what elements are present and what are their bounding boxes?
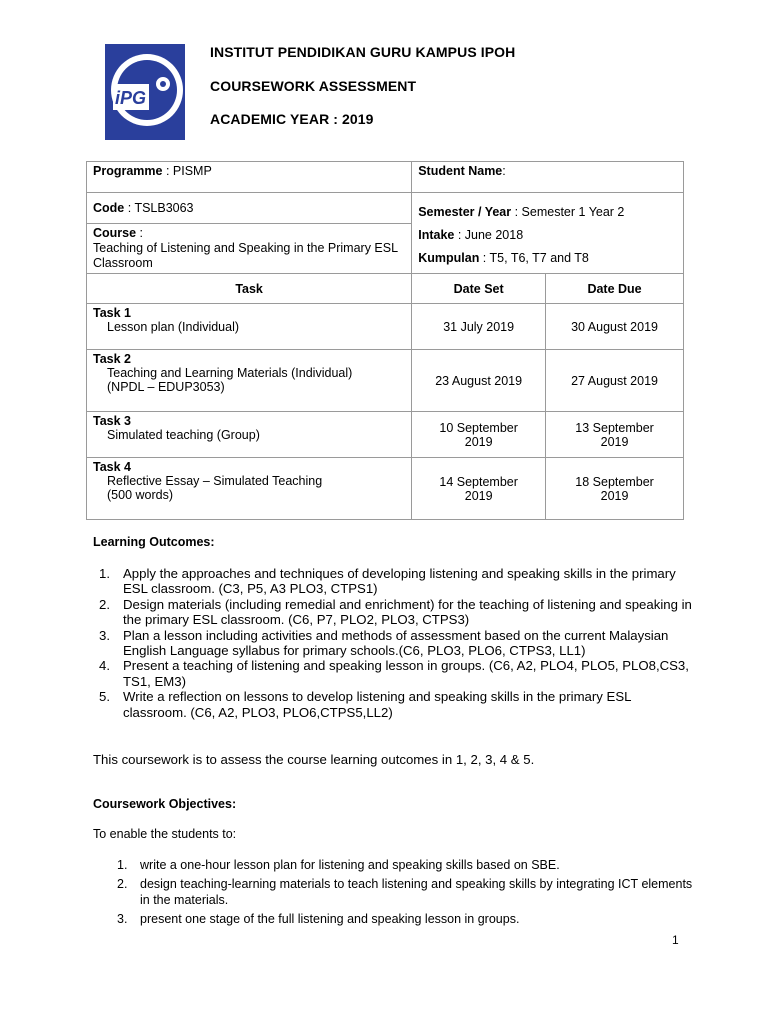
- outcome-text: Write a reflection on lessons to develop listening and speaking skills in the primary ESL classroom. (C6, A2, PLO3, PLO6,CTPS5,LL2): [123, 689, 631, 720]
- objectives-title: Coursework Objectives:: [93, 797, 237, 811]
- academic-year: ACADEMIC YEAR : 2019: [210, 111, 374, 127]
- task-date-set: 31 July 2019: [412, 304, 546, 350]
- outcomes-summary: This coursework is to assess the course learning outcomes in 1, 2, 3, 4 & 5.: [93, 752, 535, 767]
- objective-text: present one stage of the full listening and speaking lesson in groups.: [140, 911, 520, 926]
- semester-intake-cell: [412, 193, 684, 274]
- assessment-title: COURSEWORK ASSESSMENT: [210, 78, 417, 94]
- code-label: Code: [93, 201, 125, 215]
- intake-label: Intake: [418, 228, 455, 242]
- task-name: Task 1: [93, 306, 131, 320]
- task-desc-2: (500 words): [107, 488, 173, 502]
- course-colon: :: [136, 226, 144, 240]
- learning-outcomes-list: [93, 566, 693, 720]
- header-date-due: Date Due: [546, 274, 684, 304]
- logo-text: iPG: [115, 88, 147, 108]
- list-item: 3. Plan a lesson including activities and methods of assessment based on the current Malaysian English Language syllabus for primary schools.(C6, PLO3, PLO6, CTPS3, LL1): [99, 627, 669, 659]
- semester-label: Semester / Year: [418, 205, 512, 219]
- task-row: [87, 304, 684, 350]
- task-date-due: 13 September 2019: [546, 412, 684, 458]
- task-desc: Simulated teaching (Group): [107, 428, 260, 442]
- task-date-set: 14 September 2019: [412, 458, 546, 520]
- task-desc: Lesson plan (Individual): [107, 320, 240, 334]
- objectives-intro: To enable the students to:: [93, 827, 237, 841]
- task-date-due: 18 September 2019: [546, 458, 684, 520]
- list-item: 2. design teaching-learning materials to teach listening and speaking skills by integrating ICT elements in the materials.: [117, 876, 693, 907]
- list-item: 2. Design materials (including remedial and enrichment) for the teaching of listening and speaking in the primary ESL classroom. (C6, P7, PLO2, PLO3, CTPS3): [99, 596, 692, 628]
- list-item: 5. Write a reflection on lessons to develop listening and speaking skills in the primary ESL classroom. (C6, A2, PLO3, PLO6,CTPS5,LL2): [99, 689, 631, 720]
- course-label: Course: [93, 226, 137, 240]
- task-date-set: 10 September 2019: [412, 412, 546, 458]
- task-cell: [87, 458, 412, 520]
- outcome-text: Present a teaching of listening and speaking lesson in groups. (C6, A2, PLO4, PLO5, PLO8,CS3, TS1, EM3): [123, 658, 689, 689]
- task-cell: [87, 350, 412, 412]
- task-date-due: 27 August 2019: [546, 350, 684, 412]
- objectives-list: [93, 857, 693, 929]
- task-name: Task 4: [93, 460, 131, 474]
- list-item: 1. write a one-hour lesson plan for listening and speaking skills based on SBE.: [117, 858, 560, 872]
- programme-label: Programme: [93, 164, 163, 178]
- kumpulan-value: : T5, T6, T7 and T8: [479, 251, 589, 265]
- task-date-due: 30 August 2019: [546, 304, 684, 350]
- header-task: Task: [87, 274, 412, 304]
- institution-name: INSTITUT PENDIDIKAN GURU KAMPUS IPOH: [210, 44, 516, 60]
- task-name: Task 3: [93, 414, 131, 428]
- code-value: : TSLB3063: [124, 201, 194, 215]
- course-cell: [87, 224, 412, 274]
- ipg-logo: [105, 44, 185, 140]
- outcome-text: Plan a lesson including activities and methods of assessment based on the current Malaysian English Language syllabus for primary schools.(C6, PLO3, PLO6, CTPS3, LL1): [123, 627, 669, 659]
- task-desc-2: (NPDL – EDUP3053): [107, 380, 225, 394]
- task-name: Task 2: [93, 352, 131, 366]
- task-desc: Reflective Essay – Simulated Teaching: [107, 474, 323, 488]
- student-name-value: :: [502, 164, 506, 178]
- kumpulan-label: Kumpulan: [418, 251, 480, 265]
- task-cell: [87, 304, 412, 350]
- coursework-table: [86, 161, 684, 520]
- objective-text: write a one-hour lesson plan for listening and speaking skills based on SBE.: [140, 858, 560, 872]
- intake-value: : June 2018: [454, 228, 524, 242]
- list-item: 1. Apply the approaches and techniques of developing listening and speaking skills in the primary ESL classroom. (C3, P5, A3 PLO3, CTPS1): [99, 566, 676, 597]
- code-cell: [87, 193, 412, 224]
- programme-value: : PISMP: [162, 164, 212, 178]
- outcome-text: Apply the approaches and techniques of developing listening and speaking skills in the primary ESL classroom. (C3, P5, A3 PLO3, CTPS1): [123, 566, 676, 597]
- outcome-text: Design materials (including remedial and enrichment) for the teaching of listening and speaking in the primary ESL classroom. (C6, P7, PLO2, PLO3, CTPS3): [123, 596, 692, 628]
- programme-cell: [87, 162, 412, 193]
- task-date-set: 23 August 2019: [412, 350, 546, 412]
- task-row: [87, 350, 684, 412]
- student-name-cell: [412, 162, 684, 193]
- list-item: 4. Present a teaching of listening and speaking lesson in groups. (C6, A2, PLO4, PLO5, PLO8,CS3, TS1, EM3): [99, 658, 689, 689]
- student-name-label: Student Name: [418, 164, 503, 178]
- course-value: Teaching of Listening and Speaking in the Primary ESL Classroom: [93, 241, 398, 270]
- objective-text: design teaching-learning materials to teach listening and speaking skills by integrating ICT elements in the materials.: [140, 876, 693, 907]
- semester-value: : Semester 1 Year 2: [511, 205, 625, 219]
- list-item: 3. present one stage of the full listening and speaking lesson in groups.: [117, 911, 520, 926]
- task-cell: [87, 412, 412, 458]
- task-row: [87, 412, 684, 458]
- page-number: 1: [672, 933, 679, 947]
- task-desc: Teaching and Learning Materials (Individual): [107, 366, 353, 380]
- task-row: [87, 458, 684, 520]
- learning-outcomes-title: Learning Outcomes:: [93, 535, 215, 549]
- header-date-set: Date Set: [412, 274, 546, 304]
